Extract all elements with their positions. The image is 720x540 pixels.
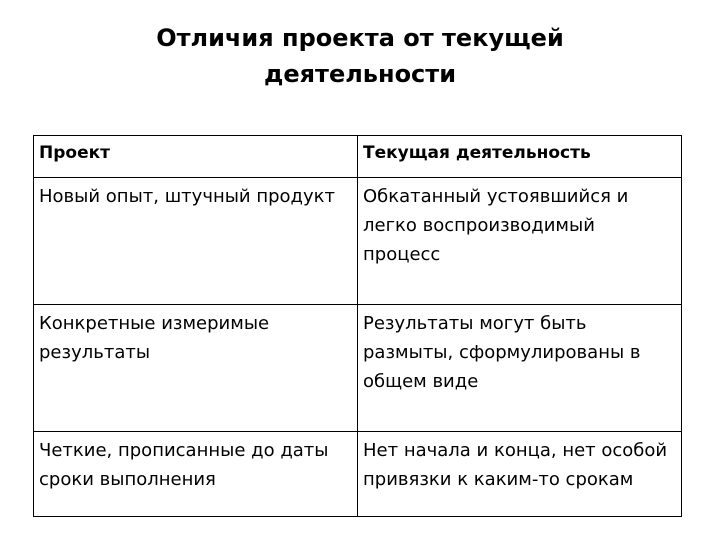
header-project: Проект xyxy=(34,136,358,178)
slide-title-line-1: Отличия проекта от текущей xyxy=(156,24,564,52)
header-current-activity: Текущая деятельность xyxy=(358,136,682,178)
slide-title xyxy=(0,20,720,92)
cell-current-activity: Результаты могут быть размыты, сформулированы в общем виде xyxy=(358,305,682,432)
cell-current-activity: Нет начала и конца, нет особой привязки к каким-то срокам xyxy=(358,432,682,517)
table-row xyxy=(34,305,682,432)
cell-current-activity: Обкатанный устоявшийся и легко воспроизводимый процесс xyxy=(358,178,682,305)
comparison-table xyxy=(33,135,682,517)
slide-title-line-2: деятельности xyxy=(263,60,457,88)
cell-project: Четкие, прописанные до даты сроки выполнения xyxy=(34,432,358,517)
table-header-row xyxy=(34,136,682,178)
table-row xyxy=(34,432,682,517)
cell-project: Конкретные измеримые результаты xyxy=(34,305,358,432)
cell-project: Новый опыт, штучный продукт xyxy=(34,178,358,305)
table-row xyxy=(34,178,682,305)
